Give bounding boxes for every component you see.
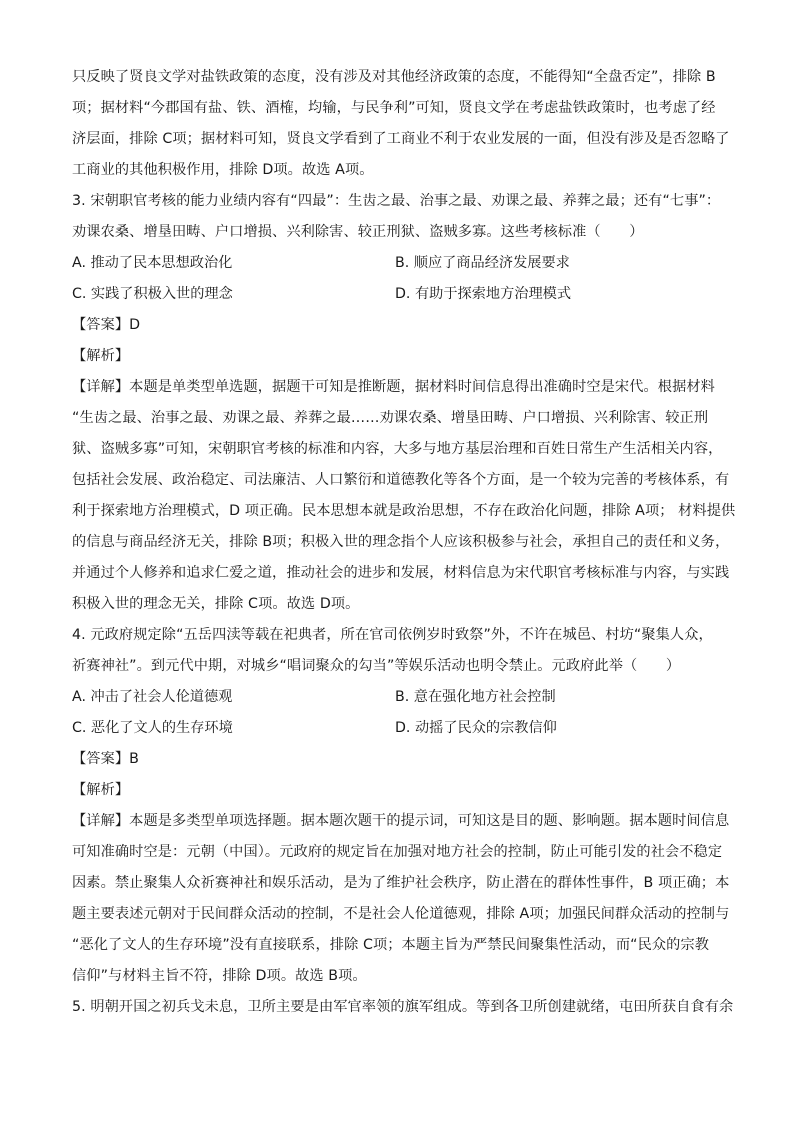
answer-label: 【答案】D (72, 317, 141, 333)
question-stem-line: 劝课农桑、增垦田畴、户口增损、兴利除害、较正刑狱、盗贼多寡。这些考核标准（ ） (72, 224, 644, 240)
detail-line: 并通过个人修养和追求仁爱之道，推动社会的进步和发展，材料信息为宋代职官考核标准与内容，与实践 (72, 565, 730, 581)
options-row (72, 713, 728, 744)
detail-line: 狱、盗贼多寡”可知，宋朝职官考核的标准和内容，大多与地方基层治理和百姓日常生产生活相关内容， (72, 441, 723, 457)
option-c: C. 实践了积极入世的理念 (72, 286, 233, 302)
question-4 (72, 620, 728, 992)
detail-line: 题主要表述元朝对于民间群众活动的控制，不是社会人伦道德观，排除 A项；加强民间群众活动的控制与 (72, 906, 730, 922)
question-5 (72, 992, 734, 1023)
analysis-label: 【解析】 (72, 348, 130, 364)
paragraph-line: 济层面，排除 C项；据材料可知，贤良文学看到了工商业不利于农业发展的一面，但没有涉及是否忽略了 (72, 131, 730, 147)
options-row (72, 248, 728, 279)
question-stem-line: 3. 宋朝职官考核的能力业绩内容有“四最”：生齿之最、治事之最、劝课之最、养葬之最；还有“七事”： (72, 193, 721, 209)
options-row (72, 279, 728, 310)
document-page (72, 62, 736, 1023)
detail-line: 积极入世的理念无关，排除 C项。故选 D项。 (72, 596, 360, 612)
answer-label: 【答案】B (72, 751, 139, 767)
question-stem-line: 祈赛神社”。到元代中期，对城乡“唱词聚众的勾当”等娱乐活动也明令禁止。元政府此举（ ） (72, 658, 681, 674)
detail-line: 信仰”与材料主旨不符，排除 D项。故选 B项。 (72, 968, 367, 984)
detail-line: 因素。禁止聚集人众祈赛神社和娱乐活动，是为了维护社会秩序，防止潜在的群体性事件，B 项正确；本 (72, 875, 730, 891)
detail-line: “生齿之最、治事之最、劝课之最、养葬之最……劝课农桑、增垦田畴、户口增损、兴利除害、较正刑 (72, 410, 709, 426)
option-a: A. 冲击了社会人伦道德观 (72, 689, 233, 705)
detail-line: 可知准确时空是：元朝（中国）。元政府的规定旨在加强对地方社会的控制，防止可能引发的社会不稳定 (72, 844, 723, 860)
previous-analysis-tail (72, 62, 728, 186)
detail-line: “恶化了文人的生存环境”没有直接联系，排除 C项；本题主旨为严禁民间聚集性活动，而“民众的宗教 (72, 937, 710, 953)
analysis-label: 【解析】 (72, 782, 130, 798)
detail-line: 【详解】本题是多类型单项选择题。据本题次题干的提示词，可知这是目的题、影响题。据本题时间信息 (72, 813, 730, 829)
question-3 (72, 186, 736, 620)
paragraph-line: 项；据材料“今郡国有盐、铁、酒榷，均输，与民争利”可知，贤良文学在考虑盐铁政策时，也考虑了经 (72, 100, 716, 116)
question-stem-line: 4. 元政府规定除“五岳四渎等载在祀典者，所在官司依例岁时致祭”外，不许在城邑、村坊“聚集人众， (72, 627, 713, 643)
option-c: C. 恶化了文人的生存环境 (72, 720, 233, 736)
question-stem-line: 5. 明朝开国之初兵戈未息，卫所主要是由军官率领的旗军组成。等到各卫所创建就绪，屯田所获自食有余 (72, 999, 734, 1015)
paragraph-line: 只反映了贤良文学对盐铁政策的态度，没有涉及对其他经济政策的态度，不能得知“全盘否定”，排除 B (72, 69, 716, 85)
detail-line: 包括社会发展、政治稳定、司法廉洁、人口繁衍和道德教化等各个方面，是一个较为完善的考核体系，有 (72, 472, 730, 488)
detail-line: 的信息与商品经济无关，排除 B项；积极入世的理念指个人应该积极参与社会，承担自己的责任和义务， (72, 534, 730, 550)
detail-line: 【详解】本题是单类型单选题，据题干可知是推断题，据材料时间信息得出准确时空是宋代。根据材料 (72, 379, 715, 395)
option-d: D. 动摇了民众的宗教信仰 (395, 720, 557, 736)
options-row (72, 682, 728, 713)
option-b: B. 顺应了商品经济发展要求 (395, 255, 570, 271)
option-d: D. 有助于探索地方治理模式 (395, 286, 572, 302)
option-a: A. 推动了民本思想政治化 (72, 255, 233, 271)
option-b: B. 意在强化地方社会控制 (395, 689, 556, 705)
detail-line: 利于探索地方治理模式，D 项正确。民本思想本就是政治思想，不存在政治化问题，排除 A项； 材料提供 (72, 503, 736, 519)
paragraph-line: 工商业的其他积极作用，排除 D项。故选 A项。 (72, 162, 374, 178)
